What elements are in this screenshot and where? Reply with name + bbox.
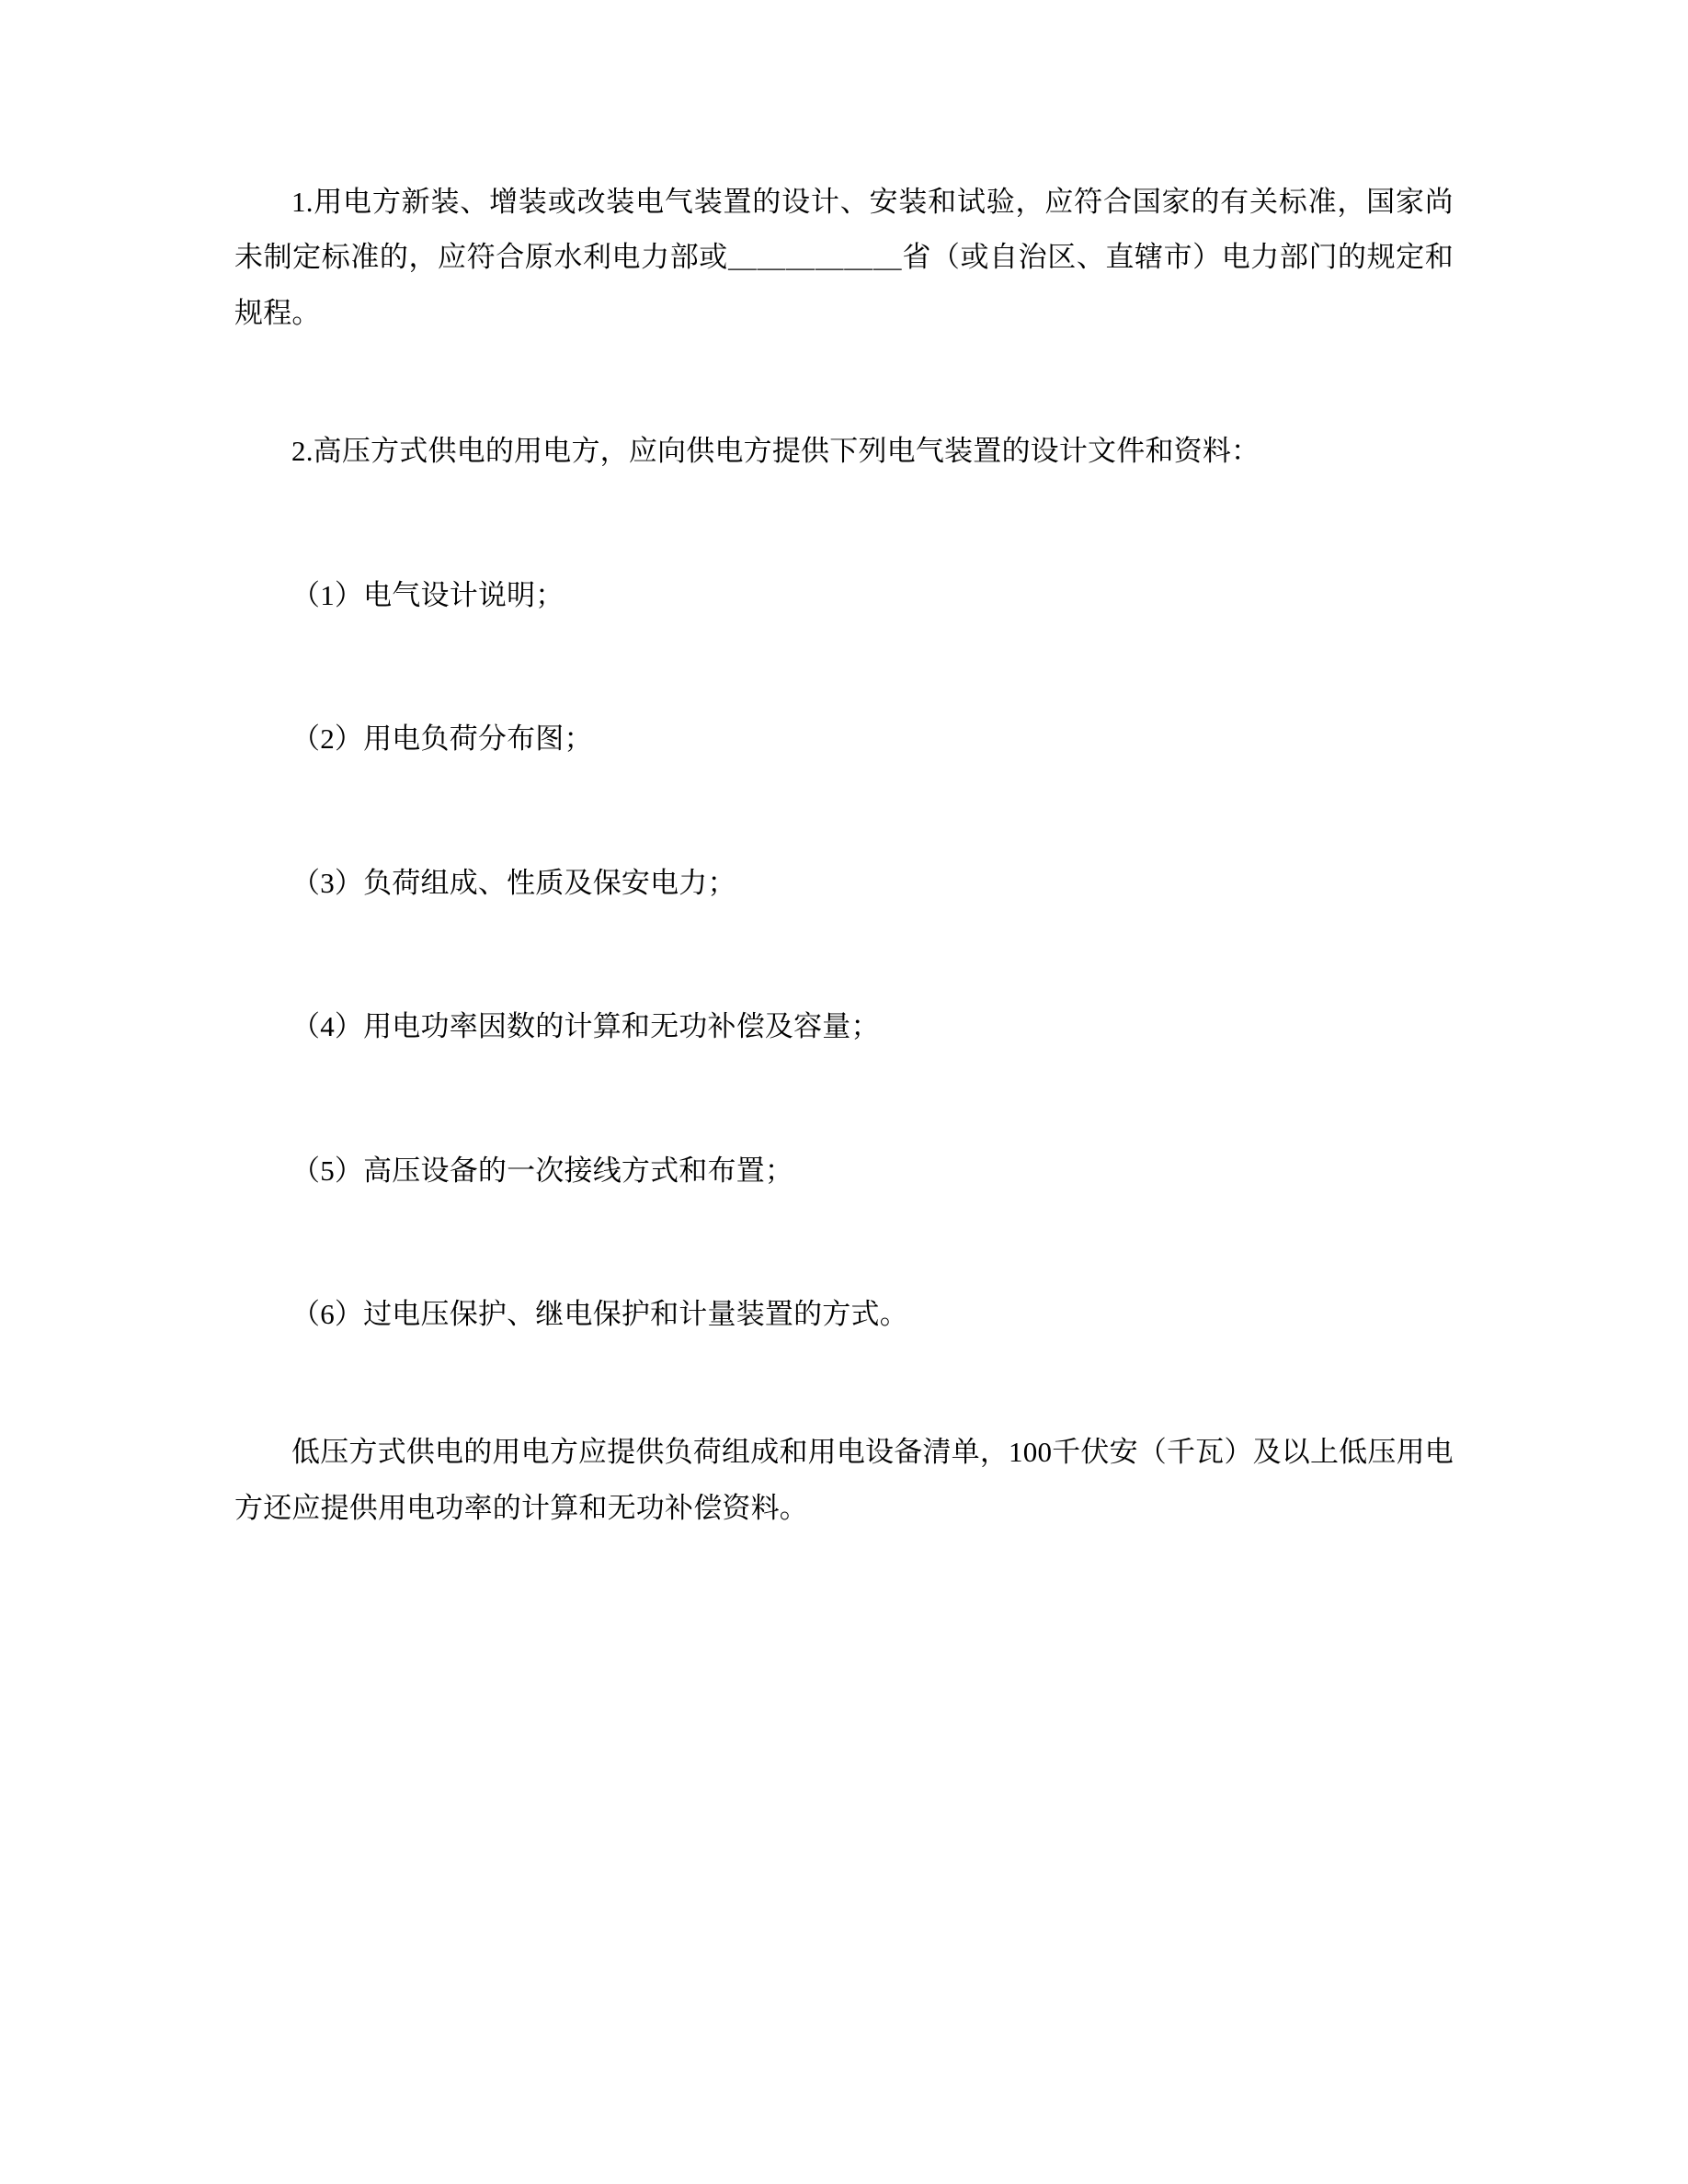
- spacer: [234, 911, 1454, 999]
- list-item-6: （6）过电压保护、继电保护和计量装置的方式。: [291, 1297, 908, 1330]
- paragraph-clause-1: 1.用电方新装、增装或改装电气装置的设计、安装和试验，应符合国家的有关标准，国家尚未制定标准的，应符合原水利电力部或＿＿＿＿＿＿省（或自治区、直辖市）电力部门的规定和规程。: [234, 186, 1454, 329]
- spacer: [234, 1055, 1454, 1143]
- spacer: [234, 341, 1454, 424]
- paragraph-closing: 低压方式供电的用电方应提供负荷组成和用电设备清单，100千伏安（千瓦）及以上低压用电方还应提供用电功率的计算和无功补偿资料。: [234, 1436, 1454, 1524]
- list-item-4: （4）用电功率因数的计算和无功补偿及容量；: [291, 1010, 880, 1043]
- list-item-5: （5）高压设备的一次接线方式和布置；: [291, 1154, 794, 1187]
- spacer: [234, 1199, 1454, 1287]
- list-item-3: （3）负荷组成、性质及保安电力；: [291, 866, 736, 899]
- spacer: [234, 768, 1454, 856]
- list-item-2: （2）用电负荷分布图；: [291, 722, 593, 756]
- spacer: [234, 1342, 1454, 1425]
- document-body: [234, 175, 1454, 1536]
- spacer: [234, 623, 1454, 711]
- list-item-1: （1）电气设计说明；: [291, 578, 565, 611]
- spacer: [234, 480, 1454, 568]
- paragraph-clause-2: 2.高压方式供电的用电方，应向供电方提供下列电气装置的设计文件和资料：: [291, 435, 1260, 468]
